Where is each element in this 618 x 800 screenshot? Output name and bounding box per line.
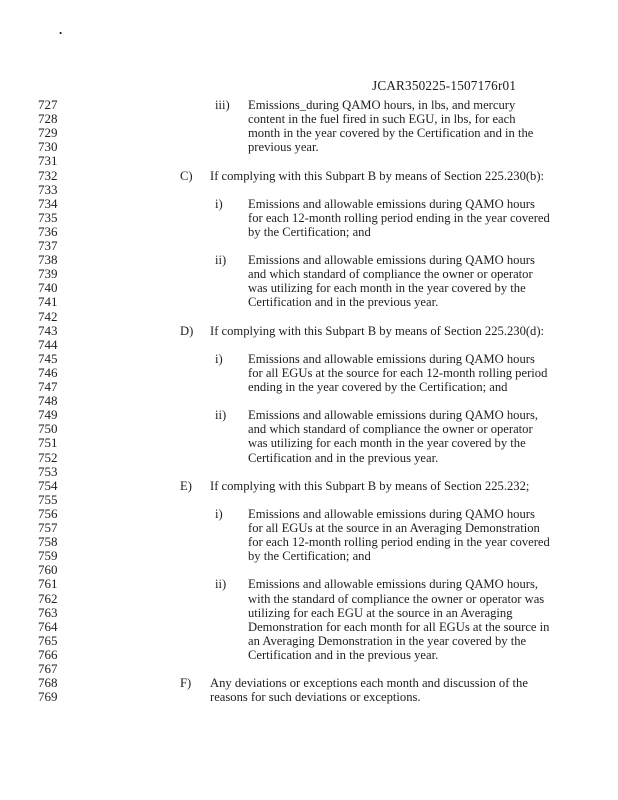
doc-line-728 xyxy=(0,112,618,126)
doc-line-734 xyxy=(0,197,618,211)
line-text: was utilizing for each month in the year covered by the xyxy=(248,436,526,451)
list-marker: ii) xyxy=(215,408,227,423)
line-number: 754 xyxy=(38,477,58,493)
line-text: previous year. xyxy=(248,140,319,155)
line-text: for each 12-month rolling period ending in the year covered xyxy=(248,210,550,225)
doc-line-741 xyxy=(0,295,618,309)
list-marker: E) xyxy=(180,478,192,493)
line-text: for all EGUs at the source for each 12-month rolling period xyxy=(248,365,548,380)
line-number: 766 xyxy=(38,646,58,662)
line-text: Demonstration for each month for all EGUs at the source in xyxy=(248,619,550,634)
list-marker: F) xyxy=(180,676,192,691)
line-number: 740 xyxy=(38,280,58,296)
line-text: Emissions and allowable emissions during QAMO hours xyxy=(248,351,535,366)
doc-line-738 xyxy=(0,253,618,267)
doc-line-748 xyxy=(0,394,618,408)
doc-line-747 xyxy=(0,380,618,394)
doc-line-732 xyxy=(0,169,618,183)
doc-line-763 xyxy=(0,606,618,620)
line-text: month in the year covered by the Certification and in the xyxy=(248,126,534,141)
line-text: Emissions and allowable emissions during QAMO hours, xyxy=(248,577,538,592)
doc-line-731 xyxy=(0,154,618,168)
line-text: Emissions_during QAMO hours, in lbs, and mercury xyxy=(248,98,516,112)
line-number: 727 xyxy=(38,97,58,112)
doc-line-769 xyxy=(0,690,618,704)
line-number: 746 xyxy=(38,364,58,380)
line-text: Any deviations or exceptions each month and discussion of the xyxy=(210,676,528,691)
line-number: 753 xyxy=(38,463,58,479)
doc-line-739 xyxy=(0,267,618,281)
line-text: utilizing for each EGU at the source in an Averaging xyxy=(248,605,513,620)
line-text: Certification and in the previous year. xyxy=(248,295,439,310)
list-marker: i) xyxy=(215,506,223,521)
line-number: 751 xyxy=(38,435,58,451)
doc-line-742 xyxy=(0,310,618,324)
line-text: and which standard of compliance the owner or operator xyxy=(248,422,533,437)
line-number: 757 xyxy=(38,520,58,535)
line-number: 769 xyxy=(38,689,58,705)
line-text: Emissions and allowable emissions during QAMO hours xyxy=(248,253,535,268)
line-text: If complying with this Subpart B by means of Section 225.230(d): xyxy=(210,323,545,338)
line-number: 764 xyxy=(38,618,58,634)
doc-line-766 xyxy=(0,648,618,662)
line-number: 737 xyxy=(38,238,58,253)
line-number: 748 xyxy=(38,393,58,409)
line-number: 741 xyxy=(38,294,58,310)
line-text: Emissions and allowable emissions during QAMO hours xyxy=(248,506,535,521)
line-number: 763 xyxy=(38,604,58,620)
line-number: 750 xyxy=(38,421,58,437)
line-number: 735 xyxy=(38,209,58,225)
doc-line-765 xyxy=(0,634,618,648)
doc-line-737 xyxy=(0,239,618,253)
doc-line-757 xyxy=(0,521,618,535)
line-number: 767 xyxy=(38,661,58,676)
doc-line-727 xyxy=(0,98,618,112)
line-number: 760 xyxy=(38,562,58,578)
doc-line-743 xyxy=(0,324,618,338)
list-marker: i) xyxy=(215,196,223,211)
document-body xyxy=(0,98,618,738)
doc-line-762 xyxy=(0,592,618,606)
line-text: Certification and in the previous year. xyxy=(248,647,439,662)
doc-line-751 xyxy=(0,436,618,450)
line-number: 749 xyxy=(38,407,58,423)
line-text: ending in the year covered by the Certification; and xyxy=(248,380,508,394)
doc-line-735 xyxy=(0,211,618,225)
line-text: by the Certification; and xyxy=(248,549,371,564)
line-number: 758 xyxy=(38,534,58,550)
line-number: 738 xyxy=(38,252,58,268)
line-number: 759 xyxy=(38,548,58,564)
line-number: 736 xyxy=(38,223,58,239)
line-number: 756 xyxy=(38,505,58,521)
doc-line-761 xyxy=(0,577,618,591)
doc-line-768 xyxy=(0,676,618,690)
line-number: 752 xyxy=(38,449,58,465)
line-text: and which standard of compliance the owner or operator xyxy=(248,267,533,282)
line-text: for all EGUs at the source in an Averaging Demonstration xyxy=(248,521,540,535)
list-marker: ii) xyxy=(215,253,227,268)
list-marker: C) xyxy=(180,168,193,183)
line-text: by the Certification; and xyxy=(248,224,371,239)
line-number: 762 xyxy=(38,590,58,606)
line-text: If complying with this Subpart B by means of Section 225.230(b): xyxy=(210,168,545,183)
line-number: 743 xyxy=(38,322,58,338)
line-text: If complying with this Subpart B by means of Section 225.232; xyxy=(210,478,530,493)
line-text: Emissions and allowable emissions during QAMO hours xyxy=(248,196,535,211)
doc-line-752 xyxy=(0,451,618,465)
doc-line-756 xyxy=(0,507,618,521)
doc-line-755 xyxy=(0,493,618,507)
doc-line-764 xyxy=(0,620,618,634)
document-id-header: JCAR350225-1507176r01 xyxy=(372,78,517,93)
line-number: 747 xyxy=(38,379,58,394)
line-number: 742 xyxy=(38,308,58,324)
doc-line-740 xyxy=(0,281,618,295)
list-marker: iii) xyxy=(215,98,230,112)
list-marker: i) xyxy=(215,351,223,366)
doc-line-759 xyxy=(0,549,618,563)
doc-line-749 xyxy=(0,408,618,422)
line-number: 761 xyxy=(38,576,58,592)
line-text: was utilizing for each month in the year covered by the xyxy=(248,281,526,296)
doc-line-767 xyxy=(0,662,618,676)
line-text: an Averaging Demonstration in the year covered by the xyxy=(248,633,527,648)
line-number: 744 xyxy=(38,336,58,352)
list-marker: D) xyxy=(180,323,194,338)
stray-ink-mark: . xyxy=(59,22,63,37)
line-number: 745 xyxy=(38,350,58,366)
line-text: content in the fuel fired in such EGU, in lbs, for each xyxy=(248,112,516,127)
line-number: 730 xyxy=(38,139,58,155)
line-number: 768 xyxy=(38,675,58,691)
doc-line-758 xyxy=(0,535,618,549)
line-number: 731 xyxy=(38,153,58,169)
line-text: Emissions and allowable emissions during QAMO hours, xyxy=(248,408,538,423)
line-number: 765 xyxy=(38,632,58,648)
line-number: 728 xyxy=(38,111,58,127)
line-number: 733 xyxy=(38,181,58,197)
doc-line-754 xyxy=(0,479,618,493)
doc-line-729 xyxy=(0,126,618,140)
doc-line-750 xyxy=(0,422,618,436)
line-number: 734 xyxy=(38,195,58,211)
line-text: Certification and in the previous year. xyxy=(248,450,439,465)
line-number: 739 xyxy=(38,266,58,282)
line-number: 755 xyxy=(38,491,58,507)
line-text: for each 12-month rolling period ending in the year covered xyxy=(248,535,550,550)
doc-line-744 xyxy=(0,338,618,352)
list-marker: ii) xyxy=(215,577,227,592)
doc-line-736 xyxy=(0,225,618,239)
doc-line-745 xyxy=(0,352,618,366)
line-number: 732 xyxy=(38,167,58,183)
line-number: 729 xyxy=(38,125,58,141)
doc-line-760 xyxy=(0,563,618,577)
doc-line-753 xyxy=(0,465,618,479)
doc-line-730 xyxy=(0,140,618,154)
line-text: with the standard of compliance the owner or operator was xyxy=(248,591,545,606)
doc-line-746 xyxy=(0,366,618,380)
doc-line-733 xyxy=(0,183,618,197)
line-text: reasons for such deviations or exceptions. xyxy=(210,690,421,705)
